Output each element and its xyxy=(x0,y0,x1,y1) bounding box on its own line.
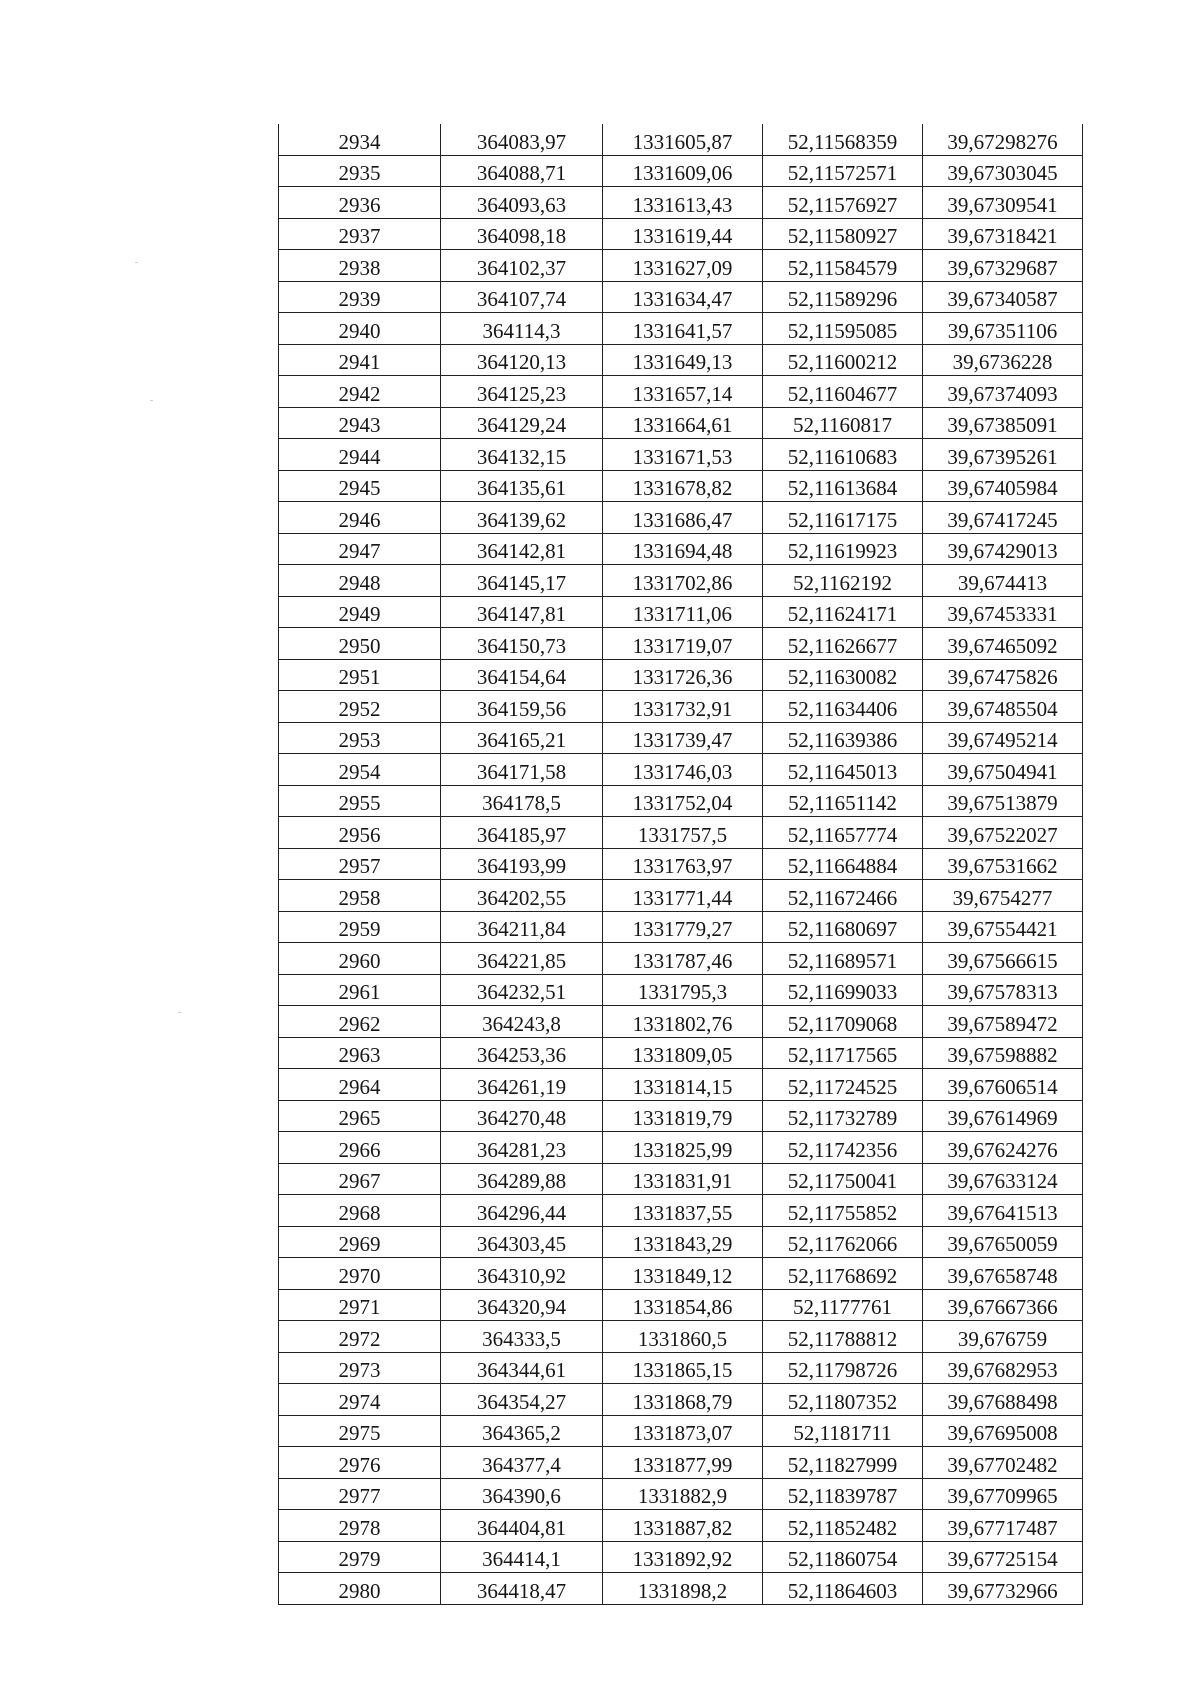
latitude-cell: 52,11709068 xyxy=(763,1006,923,1038)
point-number-cell: 2948 xyxy=(279,565,441,597)
latitude-cell: 52,11689571 xyxy=(763,943,923,975)
x-coordinate-cell: 364202,55 xyxy=(441,880,603,912)
y-coordinate-cell: 1331892,92 xyxy=(603,1541,763,1573)
latitude-cell: 52,11651142 xyxy=(763,785,923,817)
longitude-cell: 39,67658748 xyxy=(923,1258,1083,1290)
table-row xyxy=(279,596,1083,628)
longitude-cell: 39,67667366 xyxy=(923,1289,1083,1321)
longitude-cell: 39,67318421 xyxy=(923,218,1083,250)
latitude-cell: 52,11762066 xyxy=(763,1226,923,1258)
table-row xyxy=(279,1100,1083,1132)
x-coordinate-cell: 364211,84 xyxy=(441,911,603,943)
longitude-cell: 39,67385091 xyxy=(923,407,1083,439)
point-number-cell: 2964 xyxy=(279,1069,441,1101)
point-number-cell: 2949 xyxy=(279,596,441,628)
x-coordinate-cell: 364083,97 xyxy=(441,124,603,155)
y-coordinate-cell: 1331726,36 xyxy=(603,659,763,691)
x-coordinate-cell: 364171,58 xyxy=(441,754,603,786)
x-coordinate-cell: 364377,4 xyxy=(441,1447,603,1479)
y-coordinate-cell: 1331802,76 xyxy=(603,1006,763,1038)
latitude-cell: 52,11613684 xyxy=(763,470,923,502)
point-number-cell: 2963 xyxy=(279,1037,441,1069)
x-coordinate-cell: 364333,5 xyxy=(441,1321,603,1353)
table-row xyxy=(279,1132,1083,1164)
longitude-cell: 39,67589472 xyxy=(923,1006,1083,1038)
x-coordinate-cell: 364390,6 xyxy=(441,1478,603,1510)
longitude-cell: 39,676759 xyxy=(923,1321,1083,1353)
longitude-cell: 39,67709965 xyxy=(923,1478,1083,1510)
x-coordinate-cell: 364404,81 xyxy=(441,1510,603,1542)
table-row xyxy=(279,974,1083,1006)
coordinates-table-container xyxy=(278,124,1082,1605)
x-coordinate-cell: 364132,15 xyxy=(441,439,603,471)
table-row xyxy=(279,1478,1083,1510)
longitude-cell: 39,67303045 xyxy=(923,155,1083,187)
longitude-cell: 39,67513879 xyxy=(923,785,1083,817)
coordinates-table xyxy=(278,124,1083,1605)
point-number-cell: 2944 xyxy=(279,439,441,471)
latitude-cell: 52,11630082 xyxy=(763,659,923,691)
longitude-cell: 39,67374093 xyxy=(923,376,1083,408)
y-coordinate-cell: 1331814,15 xyxy=(603,1069,763,1101)
table-row xyxy=(279,187,1083,219)
latitude-cell: 52,11645013 xyxy=(763,754,923,786)
longitude-cell: 39,67641513 xyxy=(923,1195,1083,1227)
y-coordinate-cell: 1331609,06 xyxy=(603,155,763,187)
y-coordinate-cell: 1331634,47 xyxy=(603,281,763,313)
longitude-cell: 39,67614969 xyxy=(923,1100,1083,1132)
table-row xyxy=(279,1510,1083,1542)
longitude-cell: 39,67717487 xyxy=(923,1510,1083,1542)
x-coordinate-cell: 364145,17 xyxy=(441,565,603,597)
point-number-cell: 2973 xyxy=(279,1352,441,1384)
point-number-cell: 2962 xyxy=(279,1006,441,1038)
y-coordinate-cell: 1331898,2 xyxy=(603,1573,763,1605)
y-coordinate-cell: 1331882,9 xyxy=(603,1478,763,1510)
latitude-cell: 52,1181711 xyxy=(763,1415,923,1447)
longitude-cell: 39,67504941 xyxy=(923,754,1083,786)
latitude-cell: 52,11600212 xyxy=(763,344,923,376)
y-coordinate-cell: 1331771,44 xyxy=(603,880,763,912)
longitude-cell: 39,67522027 xyxy=(923,817,1083,849)
x-coordinate-cell: 364281,23 xyxy=(441,1132,603,1164)
latitude-cell: 52,11827999 xyxy=(763,1447,923,1479)
latitude-cell: 52,11680697 xyxy=(763,911,923,943)
point-number-cell: 2945 xyxy=(279,470,441,502)
longitude-cell: 39,67531662 xyxy=(923,848,1083,880)
latitude-cell: 52,1177761 xyxy=(763,1289,923,1321)
x-coordinate-cell: 364098,18 xyxy=(441,218,603,250)
x-coordinate-cell: 364147,81 xyxy=(441,596,603,628)
longitude-cell: 39,67695008 xyxy=(923,1415,1083,1447)
table-row xyxy=(279,880,1083,912)
x-coordinate-cell: 364102,37 xyxy=(441,250,603,282)
y-coordinate-cell: 1331613,43 xyxy=(603,187,763,219)
latitude-cell: 52,11839787 xyxy=(763,1478,923,1510)
table-row xyxy=(279,344,1083,376)
latitude-cell: 52,11595085 xyxy=(763,313,923,345)
y-coordinate-cell: 1331757,5 xyxy=(603,817,763,849)
x-coordinate-cell: 364221,85 xyxy=(441,943,603,975)
latitude-cell: 52,11699033 xyxy=(763,974,923,1006)
y-coordinate-cell: 1331865,15 xyxy=(603,1352,763,1384)
x-coordinate-cell: 364303,45 xyxy=(441,1226,603,1258)
longitude-cell: 39,6754277 xyxy=(923,880,1083,912)
longitude-cell: 39,67650059 xyxy=(923,1226,1083,1258)
table-row xyxy=(279,943,1083,975)
point-number-cell: 2934 xyxy=(279,124,441,155)
point-number-cell: 2938 xyxy=(279,250,441,282)
longitude-cell: 39,67732966 xyxy=(923,1573,1083,1605)
table-row xyxy=(279,155,1083,187)
table-row xyxy=(279,1289,1083,1321)
table-row xyxy=(279,470,1083,502)
y-coordinate-cell: 1331746,03 xyxy=(603,754,763,786)
y-coordinate-cell: 1331641,57 xyxy=(603,313,763,345)
latitude-cell: 52,11617175 xyxy=(763,502,923,534)
table-row xyxy=(279,848,1083,880)
latitude-cell: 52,11584579 xyxy=(763,250,923,282)
y-coordinate-cell: 1331739,47 xyxy=(603,722,763,754)
y-coordinate-cell: 1331831,91 xyxy=(603,1163,763,1195)
longitude-cell: 39,67417245 xyxy=(923,502,1083,534)
y-coordinate-cell: 1331619,44 xyxy=(603,218,763,250)
latitude-cell: 52,11755852 xyxy=(763,1195,923,1227)
x-coordinate-cell: 364107,74 xyxy=(441,281,603,313)
longitude-cell: 39,67485504 xyxy=(923,691,1083,723)
point-number-cell: 2965 xyxy=(279,1100,441,1132)
x-coordinate-cell: 364253,36 xyxy=(441,1037,603,1069)
table-row xyxy=(279,1195,1083,1227)
y-coordinate-cell: 1331825,99 xyxy=(603,1132,763,1164)
point-number-cell: 2937 xyxy=(279,218,441,250)
point-number-cell: 2979 xyxy=(279,1541,441,1573)
y-coordinate-cell: 1331809,05 xyxy=(603,1037,763,1069)
latitude-cell: 52,11852482 xyxy=(763,1510,923,1542)
x-coordinate-cell: 364232,51 xyxy=(441,974,603,1006)
x-coordinate-cell: 364165,21 xyxy=(441,722,603,754)
y-coordinate-cell: 1331657,14 xyxy=(603,376,763,408)
point-number-cell: 2971 xyxy=(279,1289,441,1321)
y-coordinate-cell: 1331854,86 xyxy=(603,1289,763,1321)
longitude-cell: 39,67453331 xyxy=(923,596,1083,628)
latitude-cell: 52,11864603 xyxy=(763,1573,923,1605)
longitude-cell: 39,67329687 xyxy=(923,250,1083,282)
latitude-cell: 52,1160817 xyxy=(763,407,923,439)
x-coordinate-cell: 364114,3 xyxy=(441,313,603,345)
longitude-cell: 39,67465092 xyxy=(923,628,1083,660)
point-number-cell: 2976 xyxy=(279,1447,441,1479)
point-number-cell: 2980 xyxy=(279,1573,441,1605)
x-coordinate-cell: 364154,64 xyxy=(441,659,603,691)
x-coordinate-cell: 364135,61 xyxy=(441,470,603,502)
table-row xyxy=(279,691,1083,723)
y-coordinate-cell: 1331664,61 xyxy=(603,407,763,439)
table-row xyxy=(279,565,1083,597)
y-coordinate-cell: 1331719,07 xyxy=(603,628,763,660)
scan-speck xyxy=(178,1012,181,1013)
point-number-cell: 2974 xyxy=(279,1384,441,1416)
x-coordinate-cell: 364418,47 xyxy=(441,1573,603,1605)
longitude-cell: 39,67566615 xyxy=(923,943,1083,975)
point-number-cell: 2960 xyxy=(279,943,441,975)
y-coordinate-cell: 1331763,97 xyxy=(603,848,763,880)
y-coordinate-cell: 1331732,91 xyxy=(603,691,763,723)
y-coordinate-cell: 1331843,29 xyxy=(603,1226,763,1258)
point-number-cell: 2935 xyxy=(279,155,441,187)
table-row xyxy=(279,533,1083,565)
x-coordinate-cell: 364365,2 xyxy=(441,1415,603,1447)
x-coordinate-cell: 364093,63 xyxy=(441,187,603,219)
y-coordinate-cell: 1331860,5 xyxy=(603,1321,763,1353)
longitude-cell: 39,67682953 xyxy=(923,1352,1083,1384)
latitude-cell: 52,11619923 xyxy=(763,533,923,565)
x-coordinate-cell: 364139,62 xyxy=(441,502,603,534)
table-row xyxy=(279,754,1083,786)
x-coordinate-cell: 364193,99 xyxy=(441,848,603,880)
longitude-cell: 39,67702482 xyxy=(923,1447,1083,1479)
latitude-cell: 52,11576927 xyxy=(763,187,923,219)
point-number-cell: 2970 xyxy=(279,1258,441,1290)
table-row xyxy=(279,1352,1083,1384)
scan-speck xyxy=(150,400,153,401)
x-coordinate-cell: 364354,27 xyxy=(441,1384,603,1416)
table-row xyxy=(279,1069,1083,1101)
y-coordinate-cell: 1331873,07 xyxy=(603,1415,763,1447)
y-coordinate-cell: 1331887,82 xyxy=(603,1510,763,1542)
x-coordinate-cell: 364270,48 xyxy=(441,1100,603,1132)
latitude-cell: 52,11568359 xyxy=(763,124,923,155)
point-number-cell: 2957 xyxy=(279,848,441,880)
table-row xyxy=(279,659,1083,691)
y-coordinate-cell: 1331686,47 xyxy=(603,502,763,534)
latitude-cell: 52,11807352 xyxy=(763,1384,923,1416)
latitude-cell: 52,11624171 xyxy=(763,596,923,628)
table-row xyxy=(279,722,1083,754)
x-coordinate-cell: 364289,88 xyxy=(441,1163,603,1195)
y-coordinate-cell: 1331702,86 xyxy=(603,565,763,597)
point-number-cell: 2955 xyxy=(279,785,441,817)
y-coordinate-cell: 1331849,12 xyxy=(603,1258,763,1290)
latitude-cell: 52,11664884 xyxy=(763,848,923,880)
table-row xyxy=(279,218,1083,250)
table-row xyxy=(279,1037,1083,1069)
latitude-cell: 52,11657774 xyxy=(763,817,923,849)
point-number-cell: 2959 xyxy=(279,911,441,943)
x-coordinate-cell: 364296,44 xyxy=(441,1195,603,1227)
y-coordinate-cell: 1331752,04 xyxy=(603,785,763,817)
x-coordinate-cell: 364178,5 xyxy=(441,785,603,817)
table-row xyxy=(279,407,1083,439)
table-row xyxy=(279,1006,1083,1038)
longitude-cell: 39,67429013 xyxy=(923,533,1083,565)
point-number-cell: 2946 xyxy=(279,502,441,534)
scan-speck xyxy=(135,262,138,263)
latitude-cell: 52,11604677 xyxy=(763,376,923,408)
x-coordinate-cell: 364088,71 xyxy=(441,155,603,187)
longitude-cell: 39,67475826 xyxy=(923,659,1083,691)
latitude-cell: 52,11724525 xyxy=(763,1069,923,1101)
table-row xyxy=(279,628,1083,660)
y-coordinate-cell: 1331779,27 xyxy=(603,911,763,943)
point-number-cell: 2958 xyxy=(279,880,441,912)
table-row xyxy=(279,250,1083,282)
table-row xyxy=(279,817,1083,849)
point-number-cell: 2953 xyxy=(279,722,441,754)
y-coordinate-cell: 1331795,3 xyxy=(603,974,763,1006)
table-row xyxy=(279,502,1083,534)
point-number-cell: 2972 xyxy=(279,1321,441,1353)
x-coordinate-cell: 364261,19 xyxy=(441,1069,603,1101)
point-number-cell: 2940 xyxy=(279,313,441,345)
point-number-cell: 2954 xyxy=(279,754,441,786)
table-row xyxy=(279,1384,1083,1416)
point-number-cell: 2977 xyxy=(279,1478,441,1510)
point-number-cell: 2950 xyxy=(279,628,441,660)
latitude-cell: 52,11750041 xyxy=(763,1163,923,1195)
y-coordinate-cell: 1331649,13 xyxy=(603,344,763,376)
table-row xyxy=(279,281,1083,313)
point-number-cell: 2967 xyxy=(279,1163,441,1195)
latitude-cell: 52,11768692 xyxy=(763,1258,923,1290)
latitude-cell: 52,11788812 xyxy=(763,1321,923,1353)
y-coordinate-cell: 1331711,06 xyxy=(603,596,763,628)
x-coordinate-cell: 364120,13 xyxy=(441,344,603,376)
x-coordinate-cell: 364243,8 xyxy=(441,1006,603,1038)
table-row xyxy=(279,785,1083,817)
latitude-cell: 52,11610683 xyxy=(763,439,923,471)
table-row xyxy=(279,1573,1083,1605)
latitude-cell: 52,11860754 xyxy=(763,1541,923,1573)
point-number-cell: 2936 xyxy=(279,187,441,219)
latitude-cell: 52,11626677 xyxy=(763,628,923,660)
y-coordinate-cell: 1331678,82 xyxy=(603,470,763,502)
x-coordinate-cell: 364159,56 xyxy=(441,691,603,723)
latitude-cell: 52,1162192 xyxy=(763,565,923,597)
latitude-cell: 52,11634406 xyxy=(763,691,923,723)
y-coordinate-cell: 1331787,46 xyxy=(603,943,763,975)
longitude-cell: 39,67395261 xyxy=(923,439,1083,471)
point-number-cell: 2947 xyxy=(279,533,441,565)
x-coordinate-cell: 364344,61 xyxy=(441,1352,603,1384)
longitude-cell: 39,674413 xyxy=(923,565,1083,597)
longitude-cell: 39,67309541 xyxy=(923,187,1083,219)
latitude-cell: 52,11572571 xyxy=(763,155,923,187)
point-number-cell: 2978 xyxy=(279,1510,441,1542)
table-row xyxy=(279,1321,1083,1353)
table-row xyxy=(279,1258,1083,1290)
longitude-cell: 39,67351106 xyxy=(923,313,1083,345)
longitude-cell: 39,67298276 xyxy=(923,124,1083,155)
x-coordinate-cell: 364320,94 xyxy=(441,1289,603,1321)
latitude-cell: 52,11589296 xyxy=(763,281,923,313)
y-coordinate-cell: 1331694,48 xyxy=(603,533,763,565)
table-row xyxy=(279,124,1083,155)
point-number-cell: 2975 xyxy=(279,1415,441,1447)
point-number-cell: 2942 xyxy=(279,376,441,408)
longitude-cell: 39,67624276 xyxy=(923,1132,1083,1164)
longitude-cell: 39,6736228 xyxy=(923,344,1083,376)
latitude-cell: 52,11580927 xyxy=(763,218,923,250)
longitude-cell: 39,67340587 xyxy=(923,281,1083,313)
point-number-cell: 2951 xyxy=(279,659,441,691)
point-number-cell: 2943 xyxy=(279,407,441,439)
longitude-cell: 39,67598882 xyxy=(923,1037,1083,1069)
latitude-cell: 52,11672466 xyxy=(763,880,923,912)
y-coordinate-cell: 1331671,53 xyxy=(603,439,763,471)
y-coordinate-cell: 1331877,99 xyxy=(603,1447,763,1479)
longitude-cell: 39,67725154 xyxy=(923,1541,1083,1573)
longitude-cell: 39,67405984 xyxy=(923,470,1083,502)
longitude-cell: 39,67688498 xyxy=(923,1384,1083,1416)
y-coordinate-cell: 1331819,79 xyxy=(603,1100,763,1132)
x-coordinate-cell: 364125,23 xyxy=(441,376,603,408)
longitude-cell: 39,67554421 xyxy=(923,911,1083,943)
longitude-cell: 39,67633124 xyxy=(923,1163,1083,1195)
latitude-cell: 52,11732789 xyxy=(763,1100,923,1132)
longitude-cell: 39,67578313 xyxy=(923,974,1083,1006)
y-coordinate-cell: 1331837,55 xyxy=(603,1195,763,1227)
table-row xyxy=(279,376,1083,408)
table-row xyxy=(279,1226,1083,1258)
longitude-cell: 39,67495214 xyxy=(923,722,1083,754)
x-coordinate-cell: 364185,97 xyxy=(441,817,603,849)
table-row xyxy=(279,1415,1083,1447)
table-row xyxy=(279,911,1083,943)
table-row xyxy=(279,313,1083,345)
table-row xyxy=(279,1447,1083,1479)
point-number-cell: 2966 xyxy=(279,1132,441,1164)
point-number-cell: 2941 xyxy=(279,344,441,376)
table-row xyxy=(279,1541,1083,1573)
x-coordinate-cell: 364150,73 xyxy=(441,628,603,660)
latitude-cell: 52,11742356 xyxy=(763,1132,923,1164)
latitude-cell: 52,11717565 xyxy=(763,1037,923,1069)
table-row xyxy=(279,1163,1083,1195)
x-coordinate-cell: 364414,1 xyxy=(441,1541,603,1573)
point-number-cell: 2952 xyxy=(279,691,441,723)
coordinates-table-body xyxy=(279,124,1083,1604)
latitude-cell: 52,11639386 xyxy=(763,722,923,754)
y-coordinate-cell: 1331627,09 xyxy=(603,250,763,282)
point-number-cell: 2939 xyxy=(279,281,441,313)
x-coordinate-cell: 364129,24 xyxy=(441,407,603,439)
point-number-cell: 2961 xyxy=(279,974,441,1006)
x-coordinate-cell: 364142,81 xyxy=(441,533,603,565)
y-coordinate-cell: 1331605,87 xyxy=(603,124,763,155)
point-number-cell: 2956 xyxy=(279,817,441,849)
latitude-cell: 52,11798726 xyxy=(763,1352,923,1384)
x-coordinate-cell: 364310,92 xyxy=(441,1258,603,1290)
table-row xyxy=(279,439,1083,471)
y-coordinate-cell: 1331868,79 xyxy=(603,1384,763,1416)
longitude-cell: 39,67606514 xyxy=(923,1069,1083,1101)
point-number-cell: 2968 xyxy=(279,1195,441,1227)
point-number-cell: 2969 xyxy=(279,1226,441,1258)
